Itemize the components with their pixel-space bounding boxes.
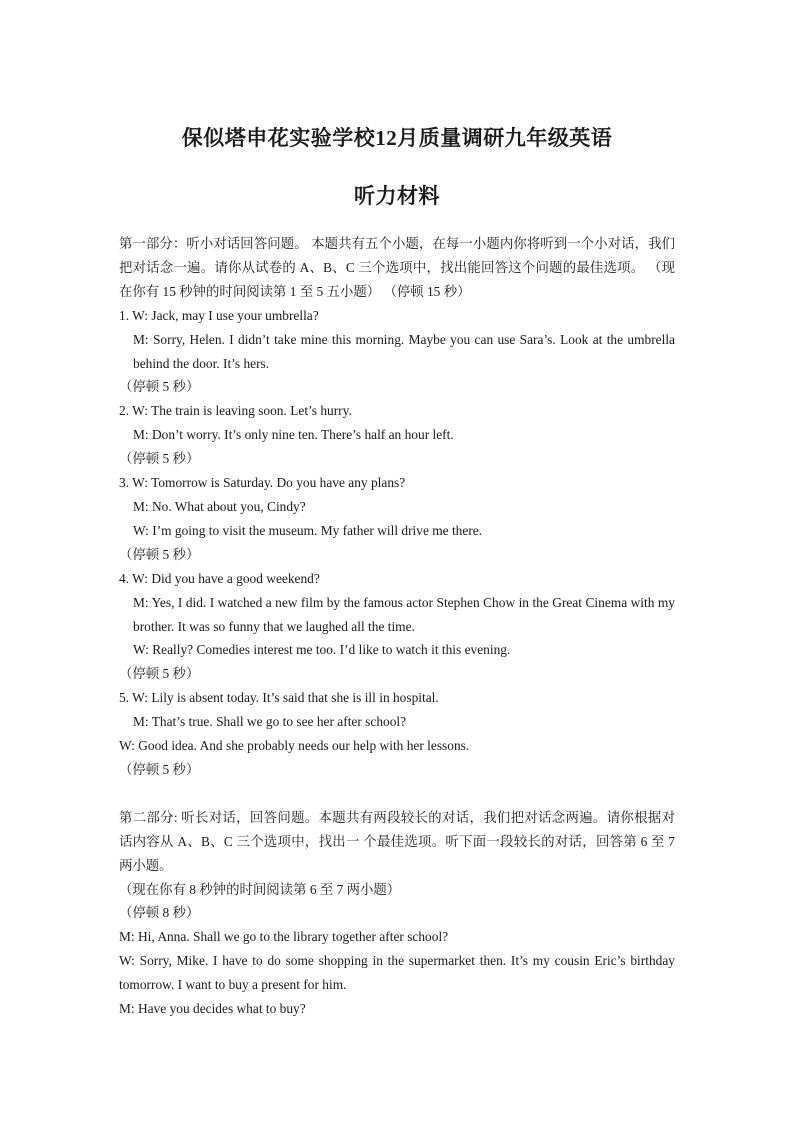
pause-text: （停顿 5 秒） (119, 761, 200, 777)
q4-man-line: M: Yes, I did. I watched a new film by the famous actor Stephen Chow in the Great Cinema with my brother. It was so funny that we laughed all the time. (133, 594, 675, 634)
pause-text: （停顿 5 秒） (119, 379, 200, 395)
dialogue-line: M: Have you decides what to buy? (119, 1001, 306, 1017)
section-gap (119, 782, 675, 806)
q4-woman-line: 4. W: Did you have a good weekend? (119, 570, 320, 586)
pause-text: （停顿 5 秒） (119, 451, 200, 467)
q2-woman-line: 2. W: The train is leaving soon. Let’s hurry. (119, 403, 352, 419)
pause-text: （停顿 5 秒） (119, 666, 200, 682)
pause-text: （停顿 5 秒） (119, 546, 200, 562)
q4-woman-line-2: W: Really? Comedies interest me too. I’d like to watch it this evening. (133, 642, 511, 658)
q1-man-line: M: Sorry, Helen. I didn’t take mine this morning. Maybe you can use Sara’s. Look at the umbrella behind the door. It’s hers. (133, 331, 675, 371)
part-one (119, 232, 675, 782)
q1-woman-line: 1. W: Jack, may I use your umbrella? (119, 307, 319, 323)
q5-man-line: M: That’s true. Shall we go to see her after school? (133, 714, 407, 730)
reading-time-note: （现在你有 8 秒钟的时间阅读第 6 至 7 两小题） (119, 881, 401, 897)
q3-man-line: M: No. What about you, Cindy? (133, 498, 306, 514)
part-one-instruction: 第一部分：听小对话回答问题。 本题共有五个小题，在每一小题内你将听到一个小对话，我们把对话念一遍。请你从试卷的 A、B、C 三个选项中，找出能回答这个问题的最佳选项。 （现在你有 15 秒钟的时间阅读第 1 至 5 五小题） （停顿 15 秒） (119, 236, 675, 299)
dialogue-line: M: Hi, Anna. Shall we go to the library together after school? (119, 929, 449, 945)
q3-woman-line: 3. W: Tomorrow is Saturday. Do you have any plans? (119, 475, 406, 491)
document-title: 保似塔申花实验学校12月质量调研九年级英语 (181, 126, 613, 150)
part-two (119, 806, 675, 1021)
part-two-instruction: 第二部分: 听长对话，回答问题。本题共有两段较长的对话，我们把对话念两遍。请你根据对话内容从 A、B、C 三个选项中，找出一 个最佳选项。听下面一段较长的对话，回答第 6 至 7 两小题。 (119, 809, 675, 873)
document-body (119, 232, 675, 1021)
q3-woman-line-2: W: I’m going to visit the museum. My father will drive me there. (133, 522, 483, 538)
dialogue-line: W: Sorry, Mike. I have to do some shopping in the supermarket then. It’s my cousin Eric’s birthday tomorrow. I want to buy a present for him. (119, 953, 675, 993)
document-subtitle: 听力材料 (354, 184, 440, 208)
q2-man-line: M: Don’t worry. It’s only nine ten. There’s half an hour left. (133, 427, 454, 443)
q5-woman-line-2: W: Good idea. And she probably needs our help with her lessons. (119, 738, 470, 754)
pause-text: （停顿 8 秒） (119, 905, 200, 921)
q5-woman-line: 5. W: Lily is absent today. It’s said that she is ill in hospital. (119, 690, 439, 706)
